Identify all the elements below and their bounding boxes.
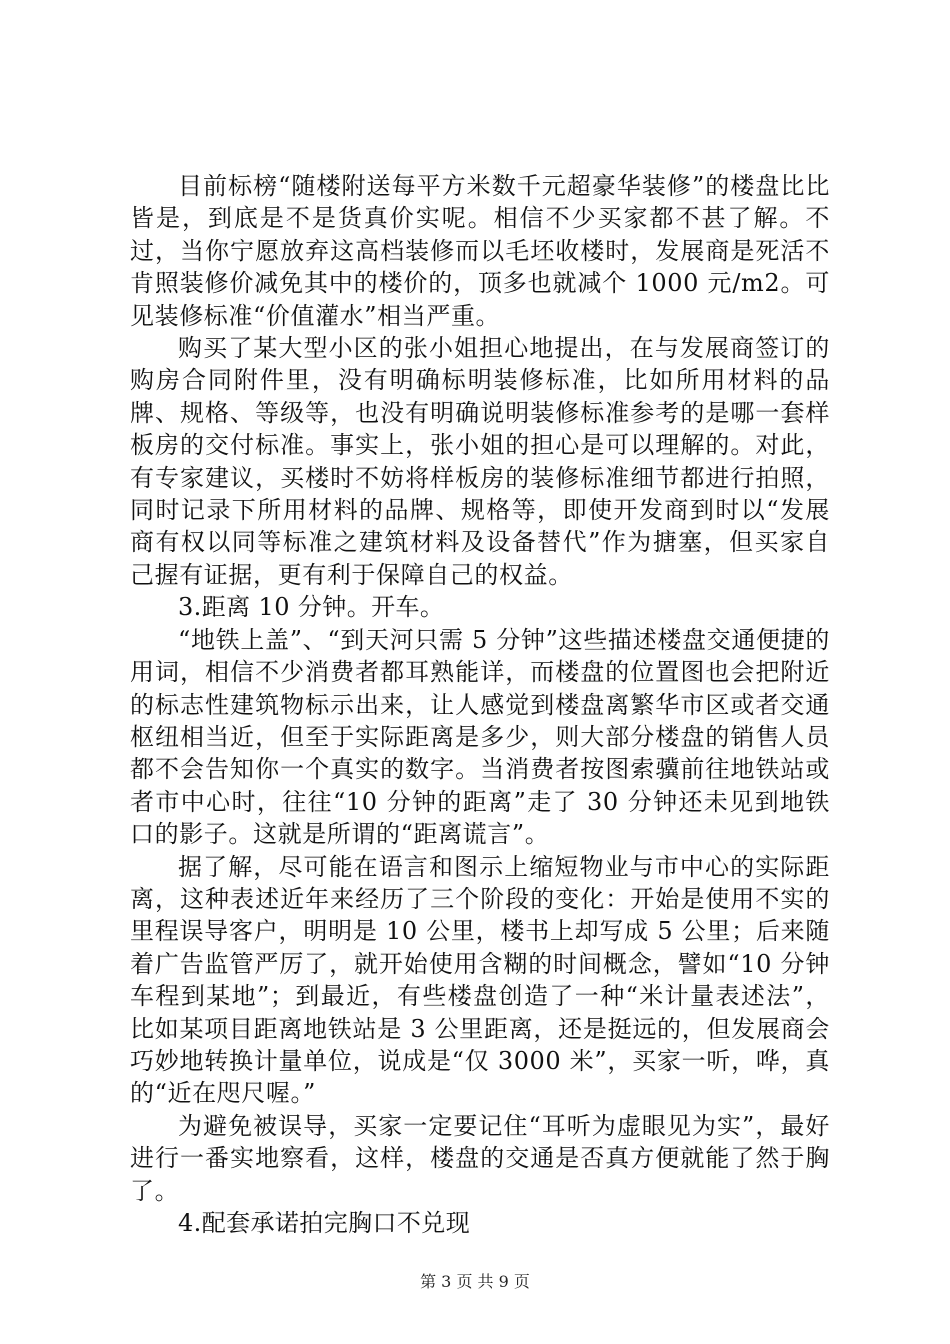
section-heading-facilities: 4.配套承诺拍完胸口不兑现 (178, 1209, 471, 1237)
paragraph-ms-zhang-concern: 购买了某大型小区的张小姐担心地提出，在与发展商签订的购房合同附件里，没有明确标明装修标准，比如所用材料的品牌、规格、等级等，也没有明确说明装修标准参考的是哪一套样板房的交付标准。事实上，张小姐的担心是可以理解的。对此，有专家建议，买楼时不妨将样板房的装修标准细节都进行拍照，同时记录下所用材料的品牌、规格等，即使开发商到时以“发展商有权以同等标准之建筑材料及设备替代”作为搪塞，但买家自己握有证据，更有利于保障自己的权益。 (130, 334, 830, 589)
paragraph-site-visit-advice: 为避免被误导，买家一定要记住“耳听为虚眼见为实”，最好进行一番实地察看，这样，楼盘的交通是否真方便就能了然于胸了。 (130, 1111, 830, 1205)
paragraph-metro-claims: “地铁上盖”、“到天河只需 5 分钟”这些描述楼盘交通便捷的用词，相信不少消费者都耳熟能详，而楼盘的位置图也会把附近的标志性建筑物标示出来，让人感觉到楼盘离繁华市区或者交通枢纽相当近，但至于实际距离是多少，则大部分楼盘的销售人员都不会告知你一个真实的数字。当消费者按图索骥前往地铁站或者市中心时，往往“10 分钟的距离”走了 30 分钟还未见到地铁口的影子。这就是所谓的“距离谎言”。 (130, 625, 830, 849)
document-body (130, 170, 830, 1239)
paragraph-three-stages: 据了解，尽可能在语言和图示上缩短物业与市中心的实际距离，这种表述近年来经历了三个阶段的变化：开始是使用不实的里程误导客户，明明是 10 公里，楼书上却写成 5 公里；后来随着广告监管严厉了，就开始使用含糊的时间概念，譬如“10 分钟车程到某地”；到最近，有些楼盘创造了一种“米计量表述法”，比如某项目距离地铁站是 3 公里距离，还是挺远的，但发展商会巧妙地转换计量单位，说成是“仅 3000 米”，买家一听，哗，真的“近在咫尺喔。” (130, 852, 830, 1108)
page-number-footer: 第 3 页 共 9 页 (420, 1272, 530, 1291)
paragraph-decoration-value: 目前标榜“随楼附送每平方米数千元超豪华装修”的楼盘比比皆是，到底是不是货真价实呢。相信不少买家都不甚了解。不过，当你宁愿放弃这高档装修而以毛坯收楼时，发展商是死活不肯照装修价减免其中的楼价的，顶多也就减个 1000 元/m2。可见装修标准“价值灌水”相当严重。 (130, 172, 830, 330)
section-heading-distance: 3.距离 10 分钟。开车。 (178, 593, 445, 622)
